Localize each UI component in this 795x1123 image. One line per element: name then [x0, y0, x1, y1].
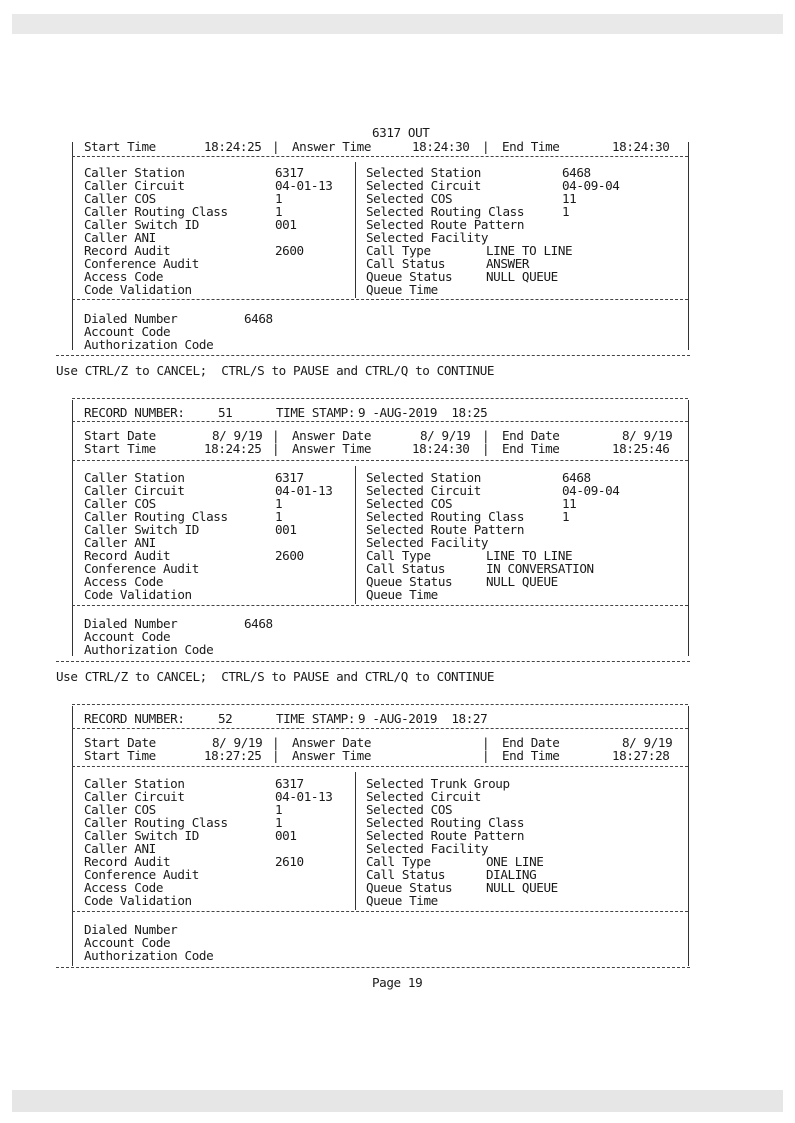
- caller-value-1: 04-01-13: [275, 789, 333, 804]
- divider-glyph: |: [482, 428, 490, 443]
- divider-glyph: |: [272, 735, 280, 750]
- caller-value-3: 1: [275, 815, 283, 830]
- start-time-value: 18:24:25: [204, 441, 262, 456]
- end-date-label: End Date: [502, 735, 560, 750]
- selected-value-2: 11: [562, 191, 577, 206]
- caller-label-0: Caller Station: [84, 776, 185, 791]
- dashed-separator: [72, 605, 688, 606]
- end-time-label: End Time: [502, 139, 560, 154]
- selected-label-4: Selected Route Pattern: [366, 828, 525, 843]
- selected-value-7: DIALING: [486, 867, 537, 882]
- end-date-label: End Date: [502, 428, 560, 443]
- answer-time-value: 18:24:30: [412, 139, 470, 154]
- dashed-separator: [72, 398, 688, 399]
- caller-label-8: Access Code: [84, 880, 164, 895]
- scan-band-bottom: [12, 1090, 783, 1112]
- time-stamp-value: 9 -AUG-2019 18:25: [358, 405, 488, 420]
- selected-label-2: Selected COS: [366, 496, 453, 511]
- selected-label-9: Queue Time: [366, 282, 438, 297]
- end-date-value: 8/ 9/19: [622, 735, 673, 750]
- caller-label-0: Caller Station: [84, 470, 185, 485]
- selected-value-0: 6468: [562, 165, 591, 180]
- selected-label-8: Queue Status: [366, 880, 453, 895]
- cancel-instruction: Use CTRL/Z to CANCEL; CTRL/S to PAUSE and CTRL/Q to CONTINUE: [56, 669, 495, 684]
- left-border: [72, 706, 73, 966]
- selected-label-7: Call Status: [366, 256, 446, 271]
- caller-label-2: Caller COS: [84, 802, 156, 817]
- selected-label-0: Selected Station: [366, 470, 481, 485]
- dashed-separator: [72, 421, 688, 422]
- authorization-code-label: Authorization Code: [84, 337, 214, 352]
- page-number: Page 19: [372, 975, 423, 990]
- caller-label-9: Code Validation: [84, 282, 192, 297]
- record-number-value: 51: [218, 405, 233, 420]
- selected-label-3: Selected Routing Class: [366, 204, 525, 219]
- divider-glyph: |: [482, 748, 490, 763]
- selected-label-0: Selected Station: [366, 165, 481, 180]
- selected-value-1: 04-09-04: [562, 178, 620, 193]
- selected-label-8: Queue Status: [366, 269, 453, 284]
- selected-label-6: Call Type: [366, 243, 431, 258]
- caller-value-0: 6317: [275, 165, 304, 180]
- selected-value-0: 6468: [562, 470, 591, 485]
- time-stamp-label: TIME STAMP:: [276, 405, 356, 420]
- caller-label-0: Caller Station: [84, 165, 185, 180]
- dialed-number-value: 6468: [244, 311, 273, 326]
- selected-label-4: Selected Route Pattern: [366, 217, 525, 232]
- selected-label-9: Queue Time: [366, 587, 438, 602]
- caller-label-9: Code Validation: [84, 587, 192, 602]
- answer-time-label: Answer Time: [292, 139, 372, 154]
- caller-label-5: Caller ANI: [84, 230, 156, 245]
- selected-label-4: Selected Route Pattern: [366, 522, 525, 537]
- selected-label-9: Queue Time: [366, 893, 438, 908]
- caller-label-1: Caller Circuit: [84, 483, 185, 498]
- selected-value-2: 11: [562, 496, 577, 511]
- caller-label-1: Caller Circuit: [84, 789, 185, 804]
- record-header-title: 6317 OUT: [372, 125, 430, 140]
- caller-value-1: 04-01-13: [275, 178, 333, 193]
- record-number-label: RECORD NUMBER:: [84, 711, 185, 726]
- caller-label-9: Code Validation: [84, 893, 192, 908]
- answer-time-label: Answer Time: [292, 748, 372, 763]
- divider-glyph: |: [482, 441, 490, 456]
- selected-value-6: LINE TO LINE: [486, 243, 573, 258]
- dialed-number-value: 6468: [244, 616, 273, 631]
- caller-label-5: Caller ANI: [84, 535, 156, 550]
- selected-value-3: 1: [562, 204, 570, 219]
- dialed-number-label: Dialed Number: [84, 311, 178, 326]
- caller-label-2: Caller COS: [84, 496, 156, 511]
- right-border: [688, 706, 689, 966]
- selected-label-2: Selected COS: [366, 191, 453, 206]
- start-time-value: 18:27:25: [204, 748, 262, 763]
- selected-value-8: NULL QUEUE: [486, 269, 558, 284]
- caller-label-4: Caller Switch ID: [84, 828, 199, 843]
- caller-label-3: Caller Routing Class: [84, 815, 228, 830]
- dashed-separator: [56, 967, 690, 968]
- record-number-value: 52: [218, 711, 233, 726]
- selected-label-5: Selected Facility: [366, 230, 489, 245]
- end-date-value: 8/ 9/19: [622, 428, 673, 443]
- selected-label-1: Selected Circuit: [366, 789, 481, 804]
- authorization-code-label: Authorization Code: [84, 642, 214, 657]
- selected-value-1: 04-09-04: [562, 483, 620, 498]
- start-time-value: 18:24:25: [204, 139, 262, 154]
- end-time-value: 18:27:28: [612, 748, 670, 763]
- answer-time-value: 18:24:30: [412, 441, 470, 456]
- caller-label-3: Caller Routing Class: [84, 509, 228, 524]
- selected-label-3: Selected Routing Class: [366, 509, 525, 524]
- start-date-value: 8/ 9/19: [212, 428, 263, 443]
- caller-value-6: 2600: [275, 548, 304, 563]
- start-time-label: Start Time: [84, 748, 156, 763]
- caller-value-0: 6317: [275, 776, 304, 791]
- right-border: [688, 142, 689, 350]
- caller-label-7: Conference Audit: [84, 867, 199, 882]
- left-border: [72, 142, 73, 350]
- selected-label-6: Call Type: [366, 854, 431, 869]
- selected-label-6: Call Type: [366, 548, 431, 563]
- start-time-label: Start Time: [84, 441, 156, 456]
- caller-value-3: 1: [275, 509, 283, 524]
- start-date-value: 8/ 9/19: [212, 735, 263, 750]
- caller-label-8: Access Code: [84, 574, 164, 589]
- right-border: [688, 400, 689, 656]
- selected-label-2: Selected COS: [366, 802, 453, 817]
- caller-value-2: 1: [275, 802, 283, 817]
- divider-glyph: |: [272, 441, 280, 456]
- divider-glyph: |: [482, 735, 490, 750]
- left-border: [72, 400, 73, 656]
- divider-glyph: |: [272, 748, 280, 763]
- dialed-number-label: Dialed Number: [84, 616, 178, 631]
- caller-value-2: 1: [275, 191, 283, 206]
- column-divider: [355, 772, 356, 910]
- dashed-separator: [72, 766, 688, 767]
- selected-value-7: ANSWER: [486, 256, 530, 271]
- start-time-label: Start Time: [84, 139, 156, 154]
- caller-value-2: 1: [275, 496, 283, 511]
- authorization-code-label: Authorization Code: [84, 948, 214, 963]
- dashed-separator: [72, 911, 688, 912]
- caller-value-6: 2610: [275, 854, 304, 869]
- dashed-separator: [72, 460, 688, 461]
- caller-value-4: 001: [275, 828, 297, 843]
- selected-label-0: Selected Trunk Group: [366, 776, 510, 791]
- caller-label-7: Conference Audit: [84, 561, 199, 576]
- answer-date-label: Answer Date: [292, 735, 372, 750]
- dashed-separator: [72, 728, 688, 729]
- caller-value-3: 1: [275, 204, 283, 219]
- account-code-label: Account Code: [84, 935, 171, 950]
- divider-glyph: |: [272, 428, 280, 443]
- caller-label-5: Caller ANI: [84, 841, 156, 856]
- end-time-label: End Time: [502, 748, 560, 763]
- selected-label-1: Selected Circuit: [366, 483, 481, 498]
- end-time-value: 18:25:46: [612, 441, 670, 456]
- caller-label-8: Access Code: [84, 269, 164, 284]
- selected-label-5: Selected Facility: [366, 535, 489, 550]
- selected-label-3: Selected Routing Class: [366, 815, 525, 830]
- caller-label-4: Caller Switch ID: [84, 522, 199, 537]
- time-stamp-value: 9 -AUG-2019 18:27: [358, 711, 488, 726]
- dialed-number-label: Dialed Number: [84, 922, 178, 937]
- selected-label-5: Selected Facility: [366, 841, 489, 856]
- caller-label-4: Caller Switch ID: [84, 217, 199, 232]
- scan-band-top: [12, 14, 783, 34]
- dashed-separator: [72, 299, 688, 300]
- start-date-label: Start Date: [84, 735, 156, 750]
- caller-value-4: 001: [275, 522, 297, 537]
- selected-value-8: NULL QUEUE: [486, 574, 558, 589]
- time-stamp-label: TIME STAMP:: [276, 711, 356, 726]
- dashed-separator: [56, 355, 690, 356]
- caller-value-1: 04-01-13: [275, 483, 333, 498]
- start-date-label: Start Date: [84, 428, 156, 443]
- record-number-label: RECORD NUMBER:: [84, 405, 185, 420]
- caller-label-7: Conference Audit: [84, 256, 199, 271]
- caller-label-6: Record Audit: [84, 854, 171, 869]
- column-divider: [355, 466, 356, 604]
- selected-label-7: Call Status: [366, 561, 446, 576]
- cancel-instruction: Use CTRL/Z to CANCEL; CTRL/S to PAUSE and CTRL/Q to CONTINUE: [56, 363, 495, 378]
- divider-glyph: |: [272, 139, 280, 154]
- selected-label-1: Selected Circuit: [366, 178, 481, 193]
- caller-value-0: 6317: [275, 470, 304, 485]
- account-code-label: Account Code: [84, 629, 171, 644]
- caller-label-6: Record Audit: [84, 548, 171, 563]
- caller-label-6: Record Audit: [84, 243, 171, 258]
- selected-value-8: NULL QUEUE: [486, 880, 558, 895]
- caller-value-4: 001: [275, 217, 297, 232]
- answer-date-value: 8/ 9/19: [420, 428, 471, 443]
- dashed-separator: [72, 704, 688, 705]
- selected-label-8: Queue Status: [366, 574, 453, 589]
- selected-value-3: 1: [562, 509, 570, 524]
- selected-value-6: LINE TO LINE: [486, 548, 573, 563]
- divider-glyph: |: [482, 139, 490, 154]
- caller-label-2: Caller COS: [84, 191, 156, 206]
- caller-label-1: Caller Circuit: [84, 178, 185, 193]
- caller-label-3: Caller Routing Class: [84, 204, 228, 219]
- answer-date-label: Answer Date: [292, 428, 372, 443]
- end-time-label: End Time: [502, 441, 560, 456]
- dashed-separator: [72, 156, 688, 157]
- caller-value-6: 2600: [275, 243, 304, 258]
- selected-value-6: ONE LINE: [486, 854, 544, 869]
- account-code-label: Account Code: [84, 324, 171, 339]
- column-divider: [355, 162, 356, 298]
- answer-time-label: Answer Time: [292, 441, 372, 456]
- dashed-separator: [56, 661, 690, 662]
- selected-label-7: Call Status: [366, 867, 446, 882]
- selected-value-7: IN CONVERSATION: [486, 561, 594, 576]
- end-time-value: 18:24:30: [612, 139, 670, 154]
